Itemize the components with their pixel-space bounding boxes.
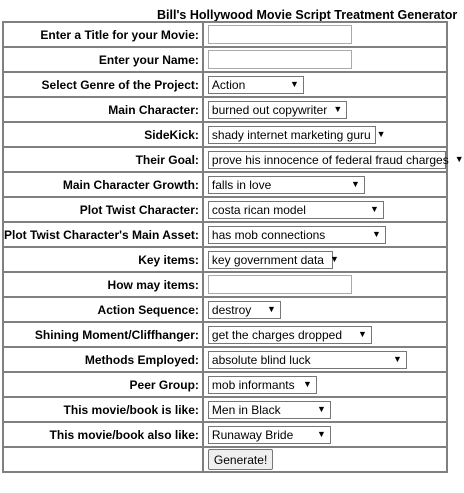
treatment-form	[2, 21, 464, 473]
goal-select[interactable]	[208, 151, 464, 169]
sidekick-select[interactable]	[208, 126, 386, 144]
field-label: Action Sequence:	[3, 297, 203, 322]
dropdown-arrow-icon: ▼	[316, 429, 326, 439]
field-label: Plot Twist Character's Main Asset:	[3, 222, 203, 247]
row-movie-also-like	[3, 422, 447, 447]
row-plot-twist	[3, 197, 447, 222]
field-label: Methods Employed:	[3, 347, 203, 372]
empty-cell	[3, 447, 203, 472]
field-label: SideKick:	[3, 122, 203, 147]
key-items-select-value: key government data	[211, 252, 324, 267]
growth-select-value: falls in love	[211, 177, 272, 192]
action-sequence-select-value: destroy	[211, 302, 252, 317]
row-key-items	[3, 247, 447, 272]
dropdown-arrow-icon: ▼	[371, 229, 381, 239]
cliffhanger-select[interactable]	[208, 326, 372, 344]
row-methods	[3, 347, 447, 372]
main-character-select[interactable]	[208, 101, 347, 119]
methods-select-value: absolute blind luck	[211, 352, 311, 367]
dropdown-arrow-icon: ▼	[369, 204, 379, 214]
field-label: Their Goal:	[3, 147, 203, 172]
field-label: Key items:	[3, 247, 203, 272]
movie-title-input[interactable]	[208, 25, 352, 44]
growth-select[interactable]	[208, 176, 365, 194]
movie-also-like-select-value: Runaway Bride	[211, 427, 294, 442]
twist-asset-select-value: has mob connections	[211, 227, 326, 242]
field-label: How may items:	[3, 272, 203, 297]
row-action-sequence	[3, 297, 447, 322]
dropdown-arrow-icon: ▼	[316, 404, 326, 414]
dropdown-arrow-icon: ▼	[289, 79, 299, 89]
genre-select[interactable]	[208, 76, 304, 94]
action-sequence-select[interactable]	[208, 301, 281, 319]
main-character-select-value: burned out copywriter	[211, 102, 328, 117]
field-label: Select Genre of the Project:	[3, 72, 203, 97]
movie-also-like-select[interactable]	[208, 426, 331, 444]
row-item-count	[3, 272, 447, 297]
row-cliffhanger	[3, 322, 447, 347]
row-peer-group	[3, 372, 447, 397]
plot-twist-character-select[interactable]	[208, 201, 384, 219]
key-items-select[interactable]	[208, 251, 339, 269]
dropdown-arrow-icon: ▼	[376, 129, 386, 139]
field-label: This movie/book is like:	[3, 397, 203, 422]
dropdown-arrow-icon: ▼	[454, 154, 464, 164]
field-label: This movie/book also like:	[3, 422, 203, 447]
movie-like-select[interactable]	[208, 401, 331, 419]
methods-select[interactable]	[208, 351, 407, 369]
row-name	[3, 47, 447, 72]
row-generate	[3, 447, 447, 472]
row-main-character	[3, 97, 447, 122]
row-genre	[3, 72, 447, 97]
dropdown-arrow-icon: ▼	[329, 254, 339, 264]
row-growth	[3, 172, 447, 197]
cliffhanger-select-value: get the charges dropped	[211, 327, 343, 342]
row-movie-like	[3, 397, 447, 422]
twist-asset-select[interactable]	[208, 226, 386, 244]
sidekick-select-value: shady internet marketing guru	[211, 127, 371, 142]
peer-group-select[interactable]	[208, 376, 317, 394]
dropdown-arrow-icon: ▼	[350, 179, 360, 189]
page-title: Bill's Hollywood Movie Script Treatment Generator	[157, 8, 458, 22]
dropdown-arrow-icon: ▼	[357, 329, 367, 339]
row-sidekick	[3, 122, 447, 147]
item-count-input[interactable]	[208, 275, 352, 294]
field-label: Enter your Name:	[3, 47, 203, 72]
field-label: Peer Group:	[3, 372, 203, 397]
peer-group-select-value: mob informants	[211, 377, 295, 392]
field-label: Main Character Growth:	[3, 172, 203, 197]
goal-select-value: prove his innocence of federal fraud charges	[211, 152, 449, 167]
field-label: Plot Twist Character:	[3, 197, 203, 222]
row-title	[3, 22, 447, 47]
dropdown-arrow-icon: ▼	[302, 379, 312, 389]
author-name-input[interactable]	[208, 50, 352, 69]
dropdown-arrow-icon: ▼	[392, 354, 402, 364]
row-twist-asset	[3, 222, 447, 247]
movie-like-select-value: Men in Black	[211, 402, 281, 417]
generate-button[interactable]: Generate!	[208, 449, 273, 470]
plot-twist-character-select-value: costa rican model	[211, 202, 306, 217]
field-label: Main Character:	[3, 97, 203, 122]
row-goal	[3, 147, 447, 172]
dropdown-arrow-icon: ▼	[333, 104, 343, 114]
field-label: Shining Moment/Cliffhanger:	[3, 322, 203, 347]
genre-select-value: Action	[211, 77, 246, 92]
field-label: Enter a Title for your Movie:	[3, 22, 203, 47]
dropdown-arrow-icon: ▼	[266, 304, 276, 314]
